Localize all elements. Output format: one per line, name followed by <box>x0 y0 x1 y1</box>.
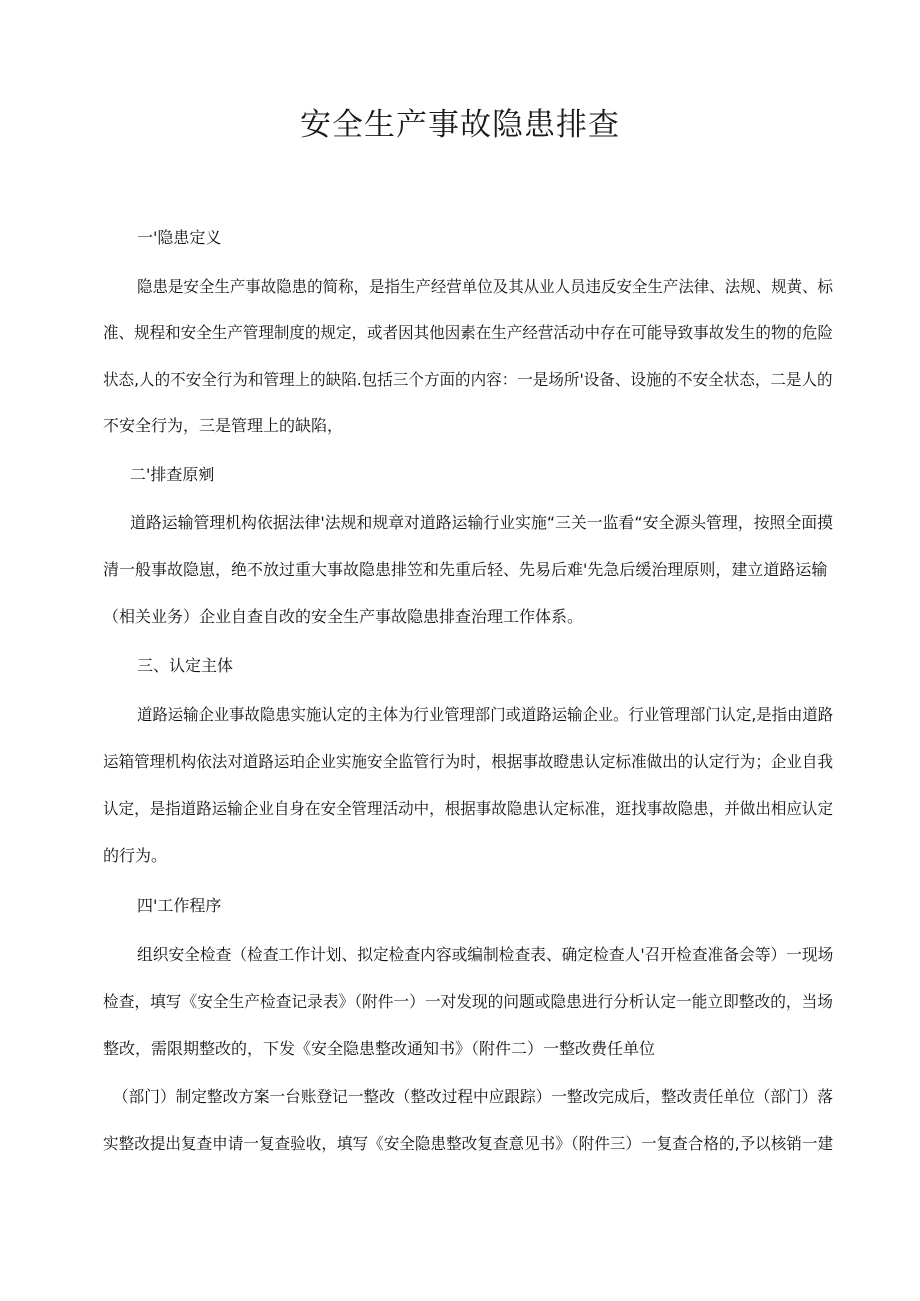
document-title: 安全生产事故隐患排查 <box>300 107 620 143</box>
paragraph-line: 的行为。 <box>103 846 168 865</box>
paragraph-line: 实整改提出复查申请一复查验收，填写《安全隐患整改复查意见书》（附件三）一复查合格的,予以核销一建 <box>103 1134 834 1153</box>
paragraph-line: 状态,人的不安全行为和管理上的缺陷.包括三个方面的内容：一是场所'设备、设施的不安全状态，二是人的 <box>103 370 833 389</box>
paragraph-line: 检查，填写《安全生产检查记录表》（附件一）一对发现的问题或隐患进行分析认定一能立即整改的，当场 <box>103 992 834 1011</box>
section-heading-definition: 一'隐患定义 <box>137 228 222 247</box>
paragraph-line: 组织安全检查（检查工作计划、拟定检查内容或编制检查表、确定检查人'召开检查准备会等）一现场 <box>137 945 834 964</box>
section-heading-procedure: 四'工作程序 <box>137 896 222 915</box>
section-heading-principles: 二'排查原剜 <box>130 465 215 484</box>
paragraph-line: 运箱管理机构依法对道路运珀企业实施安全监管行为时，根据事故瞪患认定标准做出的认定行为；企业自我 <box>103 752 834 771</box>
paragraph-line: 认定，是指道路运输企业自身在安全管理活动中，根据事故隐患认定标准，逛找事故隐患，并做出相应认定 <box>103 799 834 818</box>
section-heading-subject: 三、认定主体 <box>137 656 234 675</box>
paragraph-line: 道路运输管理机构依据法律'法规和规章对道路运输行业实施“三关一监看“安全源头管理，按照全面摸 <box>130 513 833 532</box>
paragraph-line: 隐患是安全生产事故隐患的简称，是指生产经营单位及其从业人员违反安全生产法律、法规、规黄、标 <box>137 277 834 296</box>
paragraph-line: （部门）制定整改方案一台账登记一整改（整改过程中应跟踪）一整改完成后，整改责任单位（部门）落 <box>113 1087 834 1106</box>
paragraph-line: 整改，需限期整改的，下发《安全隐患整改通知书》（附件二）一整改费任单位 <box>103 1039 656 1058</box>
paragraph-line: 不安全行为，三是管理上的缺陷， <box>103 416 344 435</box>
paragraph-line: 道路运输企业事故隐患实施认定的主体为行业管理部门或道路运输企业。行业管理部门认定,是指由道路 <box>137 705 834 724</box>
paragraph-line: （相关业务）企业自查自改的安全生产事故隐患排查治理工作体系。 <box>103 607 584 626</box>
paragraph-line: 清一般事故隐崽，绝不放过重大事故隐患排笠和先重后轻、先易后难'先急后缓治理原则，建立道路运输 <box>103 560 828 579</box>
paragraph-line: 准、规程和安全生产管理制度的规定，或者因其他因素在生产经营活动中存在可能导致事故发生的物的危险 <box>103 323 834 342</box>
